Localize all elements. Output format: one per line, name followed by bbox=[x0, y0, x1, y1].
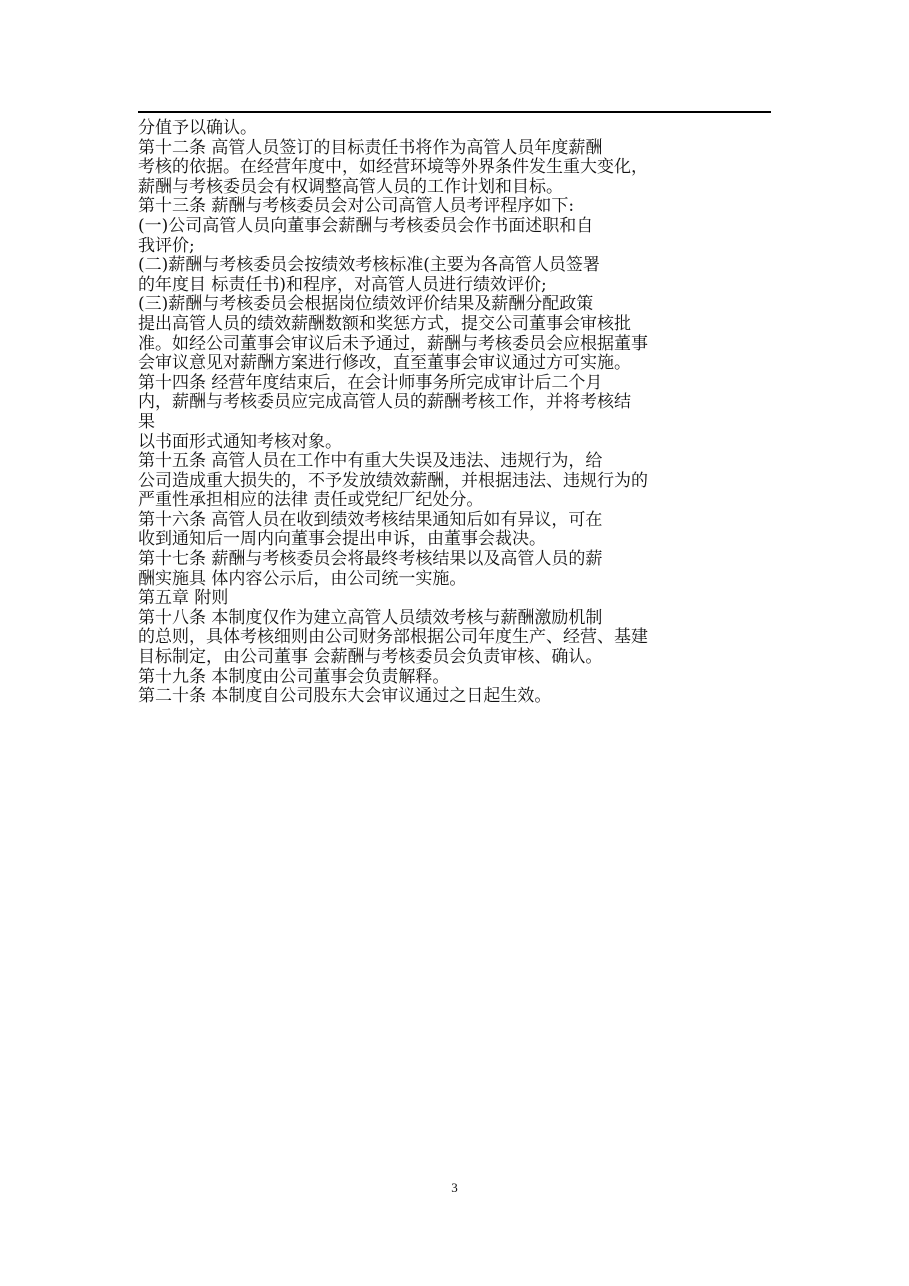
text-line: 的总则，具体考核细则由公司财务部根据公司年度生产、经营、基建 bbox=[138, 627, 648, 648]
text-line: 酬实施具 体内容公示后，由公司统一实施。 bbox=[138, 568, 467, 589]
text-line: 以书面形式通知考核对象。 bbox=[138, 431, 342, 452]
text-line: 第十二条 高管人员签订的目标责任书将作为高管人员年度薪酬 bbox=[138, 137, 603, 158]
text-line: 分值予以确认。 bbox=[138, 118, 257, 138]
text-line: 第十三条 薪酬与考核委员会对公司高管人员考评程序如下: bbox=[138, 196, 575, 217]
text-line: (一)公司高管人员向董事会薪酬与考核委员会作书面述职和自 bbox=[138, 215, 594, 236]
text-line: 提出高管人员的绩效薪酬数额和奖惩方式，提交公司董事会审核批 bbox=[138, 313, 631, 334]
text-line: 我评价; bbox=[138, 235, 195, 256]
text-line: 第二十条 本制度自公司股东大会审议通过之日起生效。 bbox=[138, 686, 552, 707]
document-body bbox=[138, 119, 778, 707]
text-line: 的年度目 标责任书)和程序，对高管人员进行绩效评价; bbox=[138, 274, 547, 295]
text-line: (二)薪酬与考核委员会按绩效考核标准(主要为各高管人员签署 bbox=[138, 255, 600, 276]
text-line: 目标制定，由公司董事 会薪酬与考核委员会负责审核、确认。 bbox=[138, 647, 603, 668]
text-line: 第十五条 高管人员在工作中有重大失误及违法、违规行为，给 bbox=[138, 451, 603, 472]
text-line: 第十六条 高管人员在收到绩效考核结果通知后如有异议，可在 bbox=[138, 509, 603, 530]
chapter-heading: 第五章 附则 bbox=[138, 588, 229, 609]
header-rule bbox=[138, 111, 771, 113]
text-line: 收到通知后一周内向董事会提出申诉，由董事会裁决。 bbox=[138, 529, 546, 550]
text-line: 第十八条 本制度仅作为建立高管人员绩效考核与薪酬激励机制 bbox=[138, 607, 603, 628]
page-number: 3 bbox=[451, 1180, 458, 1195]
text-line: 严重性承担相应的法律 责任或党纪厂纪处分。 bbox=[138, 490, 484, 511]
text-line: 第十四条 经营年度结束后，在会计师事务所完成审计后二个月 bbox=[138, 372, 603, 393]
text-line: 考核的依据。在经营年度中，如经营环境等外界条件发生重大变化， bbox=[138, 157, 648, 178]
text-line: 薪酬与考核委员会有权调整高管人员的工作计划和目标。 bbox=[138, 176, 563, 197]
text-line: 会审议意见对薪酬方案进行修改，直至董事会审议通过方可实施。 bbox=[138, 353, 631, 374]
text-line: 第十七条 薪酬与考核委员会将最终考核结果以及高管人员的薪 bbox=[138, 549, 603, 570]
text-line: 公司造成重大损失的，不予发放绩效薪酬，并根据违法、违规行为的 bbox=[138, 470, 648, 491]
text-line: 内，薪酬与考核委员应完成高管人员的薪酬考核工作，并将考核结 bbox=[138, 392, 631, 413]
text-line: 果 bbox=[138, 411, 155, 432]
text-line: (三)薪酬与考核委员会根据岗位绩效评价结果及薪酬分配政策 bbox=[138, 294, 594, 315]
text-line: 第十九条 本制度由公司董事会负责解释。 bbox=[138, 666, 450, 687]
text-line: 准。如经公司董事会审议后未予通过，薪酬与考核委员会应根据董事 bbox=[138, 333, 648, 354]
